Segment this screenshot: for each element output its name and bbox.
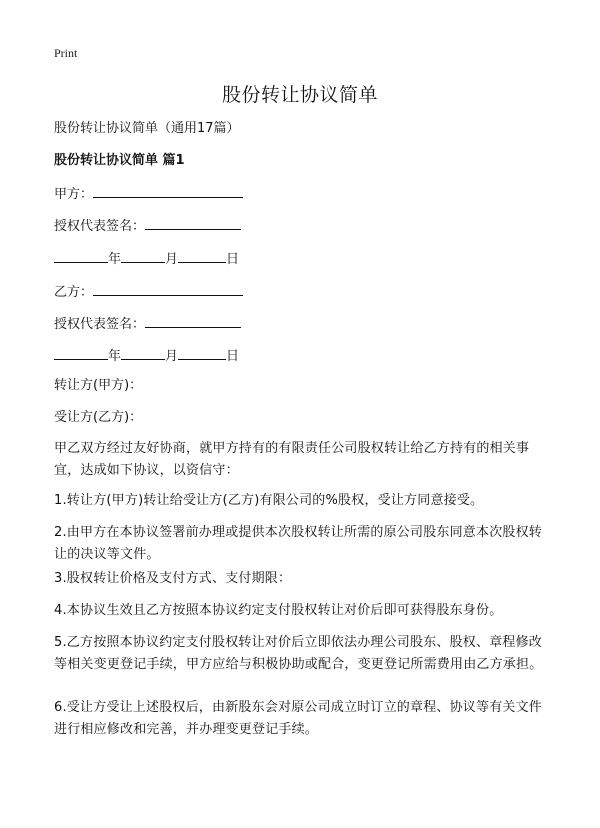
party-a-date-row [54, 249, 239, 269]
party-a-label: 甲方： [54, 187, 94, 202]
day-blank[interactable] [178, 346, 226, 360]
day-label: 日 [226, 349, 240, 364]
month-label: 月 [165, 252, 179, 267]
party-b-label: 乙方： [54, 285, 94, 300]
clause-1: 1.转让方(甲方)转让给受让方(乙方)有限公司的%股权，受让方同意接受。 [54, 493, 484, 508]
party-a-blank[interactable] [93, 184, 243, 198]
document-subtitle: 股份转让协议简单（通用17篇） [54, 121, 240, 136]
page-title: 股份转让协议简单 [221, 84, 378, 106]
party-b-blank[interactable] [93, 282, 243, 296]
rep-sign-label: 授权代表签名： [54, 219, 146, 234]
party-b-rep-row [54, 314, 241, 334]
clause-5: 5.乙方按照本协议约定支付股权转让对价后立即依法办理公司股东、股权、章程修改等相关变更登记手续，甲方应给与积极协助或配合，变更登记所需费用由乙方承担。 [54, 635, 543, 672]
clause-6: 6.受让方受让上述股权后，由新股东会对原公司成立时订立的章程、协议等有关文件进行相应修改和完善，并办理变更登记手续。 [54, 700, 543, 737]
month-blank[interactable] [121, 249, 165, 263]
month-label: 月 [165, 349, 179, 364]
section-heading: 股份转让协议简单 篇1 [54, 153, 185, 168]
party-a-row [54, 184, 243, 204]
year-blank[interactable] [54, 346, 108, 360]
print-link[interactable]: Print [54, 46, 78, 60]
day-blank[interactable] [178, 249, 226, 263]
party-a-rep-sign-blank[interactable] [145, 216, 241, 230]
year-blank[interactable] [54, 249, 108, 263]
clause-3: 3.股权转让价格及支付方式、支付期限： [54, 571, 292, 586]
day-label: 日 [226, 252, 240, 267]
intro-paragraph: 甲乙双方经过友好协商，就甲方持有的有限责任公司股权转让给乙方持有的相关事宜，达成如下协议，以资信守： [54, 441, 530, 478]
clause-4: 4.本协议生效且乙方按照本协议约定支付股权转让对价后即可获得股东身份。 [54, 603, 503, 618]
month-blank[interactable] [121, 346, 165, 360]
party-b-rep-sign-blank[interactable] [145, 314, 241, 328]
party-b-row [54, 282, 243, 302]
rep-sign-label: 授权代表签名： [54, 317, 146, 332]
transferee-label: 受让方(乙方)： [54, 410, 143, 425]
party-b-date-row [54, 346, 239, 366]
year-label: 年 [108, 252, 122, 267]
transferor-label: 转让方(甲方)： [54, 378, 143, 393]
party-a-rep-row [54, 216, 241, 236]
year-label: 年 [108, 349, 122, 364]
clause-2: 2.由甲方在本协议签署前办理或提供本次股权转让所需的原公司股东同意本次股权转让的决议等文件。 [54, 525, 543, 562]
